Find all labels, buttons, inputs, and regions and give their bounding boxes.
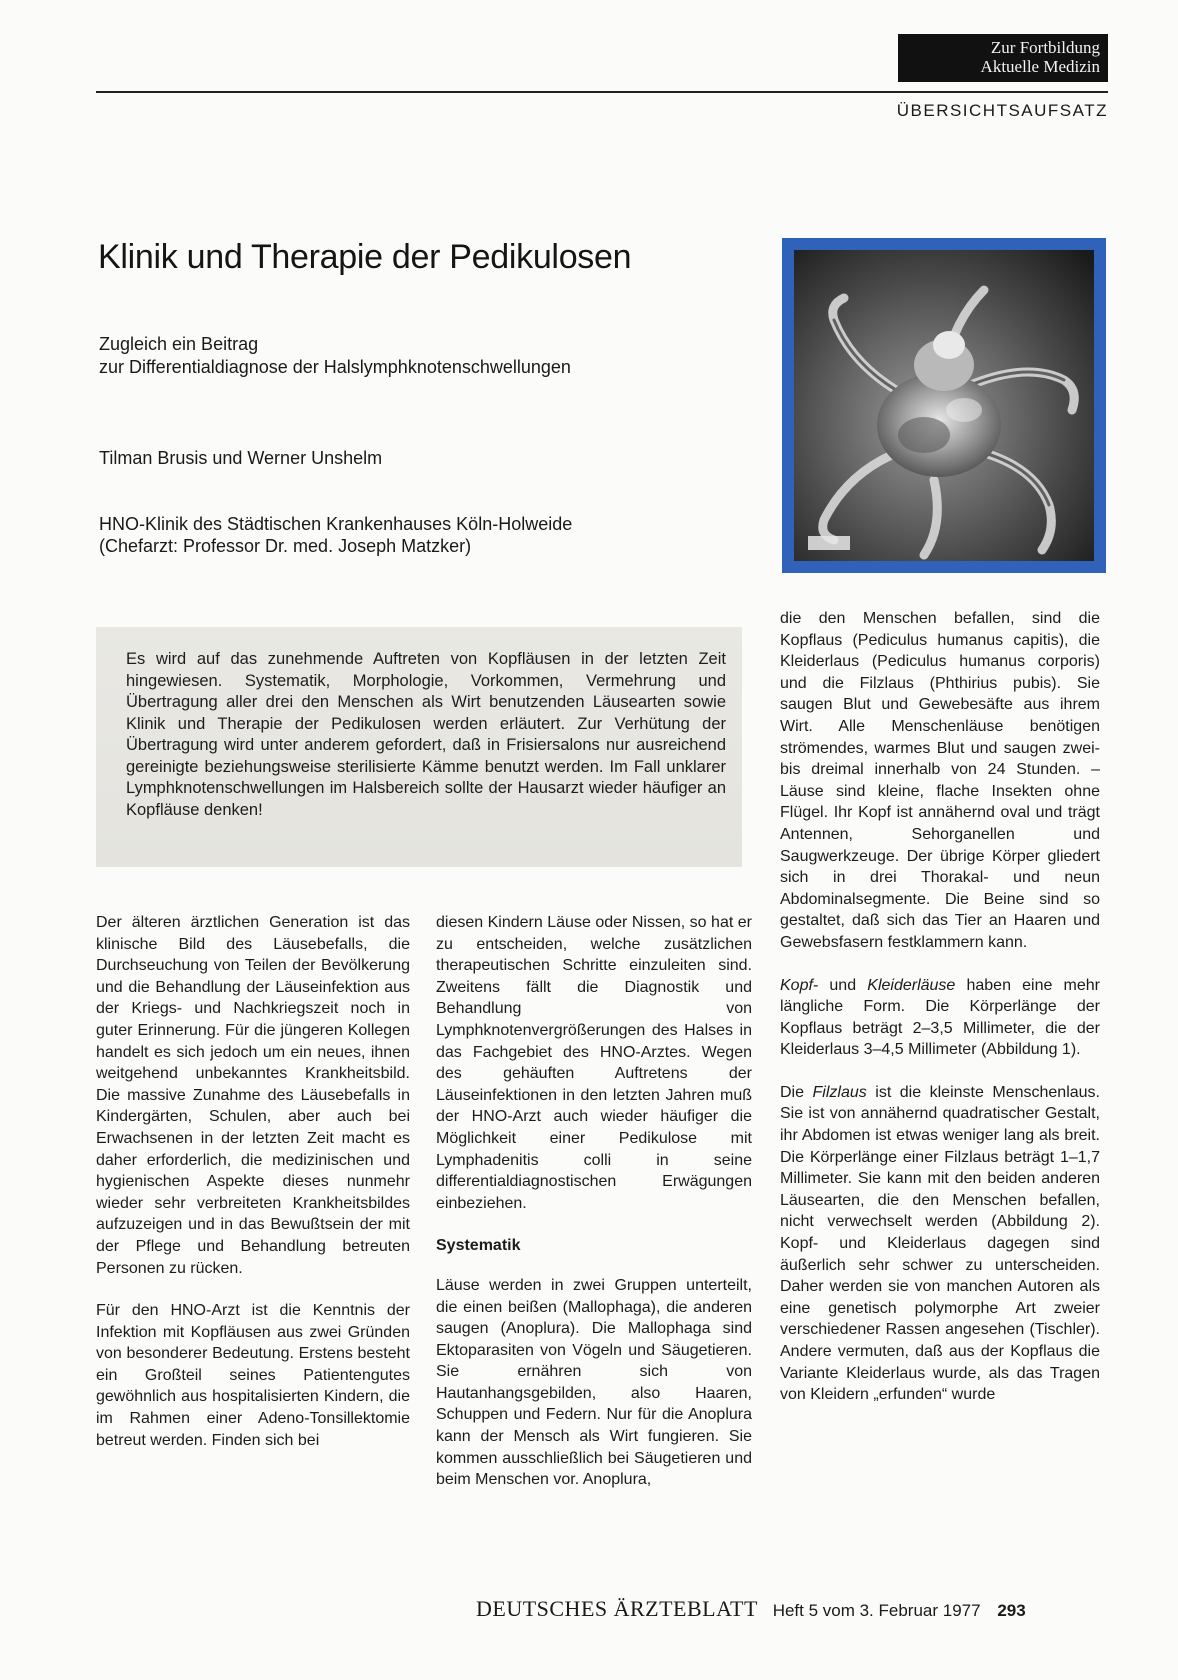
body-column-2	[436, 912, 752, 1512]
paragraph: Für den HNO-Arzt ist die Kenntnis der Infektion mit Kopfläusen aus zwei Gründen von besonderer Bedeutung. Erstens besteht ein Großteil seines Patientengutes gewöhnlich aus hospitalisierten Kindern, die im Rahmen einer Adeno-Tonsillektomie betreut werden. Finden sich bei	[96, 1302, 410, 1449]
affiliation-line-1: HNO-Klinik des Städtischen Krankenhauses Köln-Holweide	[99, 514, 573, 534]
journal-name: DEUTSCHES ÄRZTEBLATT	[476, 1596, 758, 1621]
body-column-1	[96, 912, 410, 1472]
cover-image	[782, 238, 1106, 573]
badge-line-2: Aktuelle Medizin	[980, 57, 1100, 76]
article-authors: Tilman Brusis und Werner Unshelm	[99, 448, 383, 468]
subtitle-line-1: Zugleich ein Beitrag	[99, 334, 259, 354]
text-span: Die	[780, 1083, 813, 1101]
emphasis: Kleiderläuse	[867, 976, 956, 994]
emphasis: Kopf-	[780, 976, 819, 994]
badge-line-1: Zur Fortbildung	[990, 38, 1100, 57]
paragraph: diesen Kindern Läuse oder Nissen, so hat er zu entscheiden, welche zusätzlichen therapeutischen Schritte einzuleiten sind. Zweitens fällt die Diagnostik und Behandlung von Lymphknotenvergrößerungen des Halses in das Fachgebiet des HNO-Arztes. Wegen des gehäuften Auftretens der Läuseinfektionen in den letzten Jahren muß der HNO-Arzt auch wieder häufiger die Möglichkeit einer Pedikulose mit Lymphadenitis colli in seine differentialdiagnostischen Erwägungen einbeziehen.	[436, 914, 752, 1212]
header-rule	[96, 91, 1108, 93]
text-span: ist die kleinste Menschenlaus. Sie ist von annähernd quadratischer Gestalt, ihr Abdomen ist etwas weniger lang als breit. Die Körperlänge einer Filzlaus beträgt 1–1,7 Millimeter. Sie kann mit den beiden anderen Läusearten, die den Menschen befallen, nicht verwechselt werden (Abbildung 2). Kopf- und Kleiderlaus dagegen sind äußerlich sehr schwer zu unterscheiden. Daher werden sie von manchen Autoren als eine genetisch polymorphe Art zweier verschiedener Rassen angesehen (Tischler). Andere vermuten, daß aus der Kopflaus die Variante Kleiderlaus wurde, als das Tragen von Kleidern „erfunden“ wurde	[780, 1083, 1100, 1404]
abstract-text: Es wird auf das zunehmende Auftreten von Kopfläusen in der letzten Zeit hingewiesen. Systematik, Morphologie, Vorkommen, Vermehrung und Übertragung aller drei den Menschen als Wirt benutzenden Läusearten sowie Klinik und Therapie der Pedikulosen werden erläutert. Zur Verhütung der Übertragung wird unter anderem gefordert, daß in Frisiersalons nur ausreichend gereinigte beziehungsweise sterilisierte Kämme benutzt werden. Im Fall unklarer Lymphknotenschwellungen im Halsbereich sollte der Hausarzt wieder häufiger an Kopfläuse denken!	[126, 650, 726, 819]
article-subtitle	[99, 333, 571, 379]
text-span: haben eine mehr längliche Form. Die Körperlänge der Kopflaus beträgt 2–3,5 Millimeter, die der Kleiderlaus 3–4,5 Millimeter (Abbildung 1).	[780, 976, 1100, 1059]
section-badge	[898, 34, 1108, 82]
paragraph	[780, 1082, 1100, 1406]
paragraph: die den Menschen befallen, sind die Kopflaus (Pediculus humanus capitis), die Kleiderlaus (Pediculus humanus corporis) und die Filzlaus (Phthirius pubis). Sie saugen Blut und Gewebesäfte aus ihrem Wirt. Alle Menschenläuse benötigen strömendes, warmes Blut und saugen zwei- bis dreimal innerhalb von 24 Stunden. – Läuse sind kleine, flache Insekten ohne Flügel. Ihr Kopf ist annähernd oval und trägt Antennen, Sehorganellen und Saugwerkzeuge. Der übrige Körper gliedert sich in drei Thorakal- und neun Abdominalsegmente. Die Beine sind so gestaltet, daß sich das Tier an Haaren und Gewebsfasern festklammern kann.	[780, 610, 1100, 951]
body-column-3	[780, 608, 1100, 1427]
emphasis: Filzlaus	[812, 1083, 867, 1101]
abstract-box	[96, 627, 742, 867]
louse-photograph	[794, 250, 1094, 561]
page-number: 293	[997, 1601, 1026, 1620]
text-span: und	[818, 976, 868, 994]
article-affiliation	[99, 513, 572, 557]
paragraph	[780, 975, 1100, 1061]
issue-info: Heft 5 vom 3. Februar 1977	[772, 1601, 981, 1620]
section-label: ÜBERSICHTSAUFSATZ	[896, 101, 1108, 120]
affiliation-line-2: (Chefarzt: Professor Dr. med. Joseph Matzker)	[99, 536, 472, 556]
article-title: Klinik und Therapie der Pedikulosen	[98, 238, 632, 276]
subtitle-line-2: zur Differentialdiagnose der Halslymphknotenschwellungen	[99, 357, 571, 377]
paragraph: Der älteren ärztlichen Generation ist das klinische Bild des Läusebefalls, die Durchseuchung von Teilen der Bevölkerung und die Behandlung der Läuseinfektion aus der Kriegs- und Nachkriegszeit noch in guter Erinnerung. Für die jüngeren Kollegen handelt es sich jedoch um ein neues, ihnen weitgehend unbekanntes Krankheitsbild. Die massive Zunahme des Läusebefalls in Kindergärten, Schulen, aber auch bei Erwachsenen in der letzten Zeit macht es daher erforderlich, die medizinischen und hygienischen Aspekte dieses nunmehr wieder sehr verbreiteten Krankheitsbildes aufzuzeigen und in das Bewußtsein der mit der Pflege und Behandlung betreuten Personen zu rücken.	[96, 914, 410, 1277]
paragraph: Läuse werden in zwei Gruppen unterteilt, die einen beißen (Mallophaga), die anderen saugen (Anoplura). Die Mallophaga sind Ektoparasiten von Vögeln und Säugetieren. Sie ernähren sich von Hautanhangsgebilden, also Haaren, Schuppen und Federn. Nur für die Anoplura kann der Mensch als Wirt fungieren. Sie kommen ausschließlich bei Säugetieren und beim Menschen vor. Anoplura,	[436, 1276, 752, 1489]
page-footer	[476, 1596, 1026, 1622]
section-heading-systematik: Systematik	[436, 1237, 521, 1255]
